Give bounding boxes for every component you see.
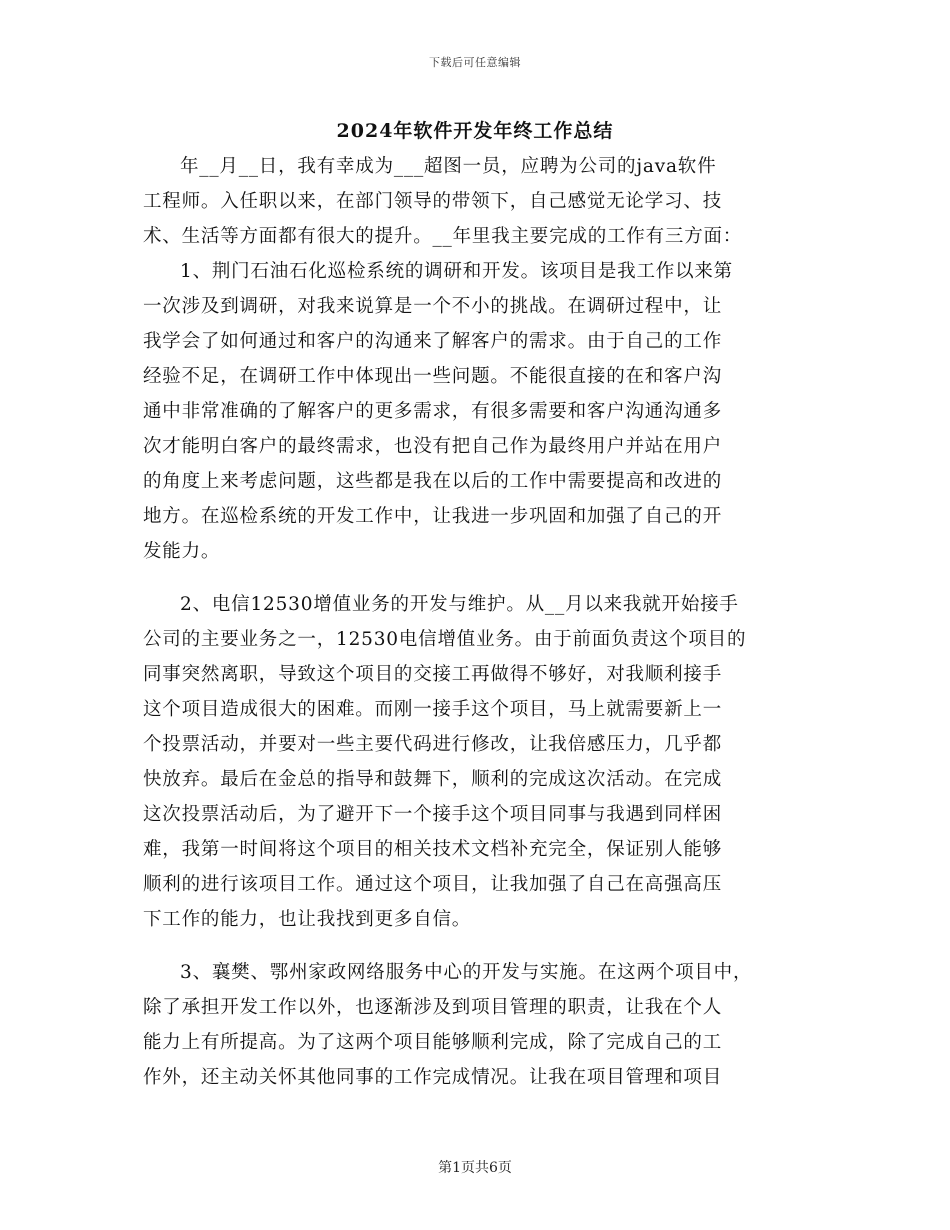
text-line: 这个项目造成很大的困难。而刚一接手这个项目，马上就需要新上一	[143, 699, 723, 720]
text-line: 1、荆门石油石化巡检系统的调研和开发。该项目是我工作以来第	[180, 261, 733, 282]
text-line: 公司的主要业务之一，12530电信增值业务。由于前面负责这个项目的	[143, 629, 747, 650]
download-note: 下载后可任意编辑	[429, 56, 521, 69]
text-line: 的角度上来考虑问题，这些都是我在以后的工作中需要提高和改进的	[143, 471, 723, 492]
text-line: 我学会了如何通过和客户的沟通来了解客户的需求。由于自己的工作	[143, 331, 723, 352]
text-line: 个投票活动，并要对一些主要代码进行修改，让我倍感压力，几乎都	[143, 734, 723, 755]
text-line: 2、电信12530增值业务的开发与维护。从__月以来我就开始接手	[180, 594, 739, 615]
text-line: 年__月__日，我有幸成为___超图一员，应聘为公司的java软件	[180, 156, 717, 177]
text-line: 发能力。	[143, 541, 221, 562]
text-line: 工程师。入任职以来，在部门领导的带领下，自己感觉无论学习、技	[143, 191, 723, 212]
text-line: 能力上有所提高。为了这两个项目能够顺利完成，除了完成自己的工	[143, 1032, 723, 1053]
text-line: 次才能明白客户的最终需求，也没有把自己作为最终用户并站在用户	[143, 436, 723, 457]
text-line: 难，我第一时间将这个项目的相关技术文档补充完全，保证别人能够	[143, 839, 723, 860]
text-line: 顺利的进行该项目工作。通过这个项目，让我加强了自己在高强高压	[143, 874, 723, 895]
paragraph	[143, 149, 835, 254]
paragraph	[143, 587, 835, 937]
paragraph	[143, 955, 835, 1095]
text-line: 经验不足，在调研工作中体现出一些问题。不能很直接的在和客户沟	[143, 366, 723, 387]
text-line: 下工作的能力，也让我找到更多自信。	[143, 909, 472, 930]
paragraph-gap	[143, 569, 835, 587]
text-line: 一次涉及到调研，对我来说算是一个不小的挑战。在调研过程中，让	[143, 296, 723, 317]
text-line: 术、生活等方面都有很大的提升。__年里我主要完成的工作有三方面：	[143, 226, 743, 247]
text-line: 作外，还主动关怀其他同事的工作完成情况。让我在项目管理和项目	[143, 1067, 723, 1088]
document-title: 2024年软件开发年终工作总结	[336, 120, 614, 142]
text-line: 这次投票活动后，为了避开下一个接手这个项目同事与我遇到同样困	[143, 804, 723, 825]
document-body	[143, 149, 835, 1095]
text-line: 除了承担开发工作以外，也逐渐涉及到项目管理的职责，让我在个人	[143, 997, 723, 1018]
paragraph-gap	[143, 937, 835, 955]
text-line: 快放弃。最后在金总的指导和鼓舞下，顺利的完成这次活动。在完成	[143, 769, 723, 790]
text-line: 地方。在巡检系统的开发工作中，让我进一步巩固和加强了自己的开	[143, 506, 723, 527]
page-number: 第1页共6页	[438, 1160, 512, 1176]
text-line: 通中非常准确的了解客户的更多需求，有很多需要和客户沟通沟通多	[143, 401, 723, 422]
text-line: 同事突然离职，导致这个项目的交接工再做得不够好，对我顺利接手	[143, 664, 723, 685]
text-line: 3、襄樊、鄂州家政网络服务中心的开发与实施。在这两个项目中，	[180, 962, 753, 983]
paragraph	[143, 254, 835, 569]
